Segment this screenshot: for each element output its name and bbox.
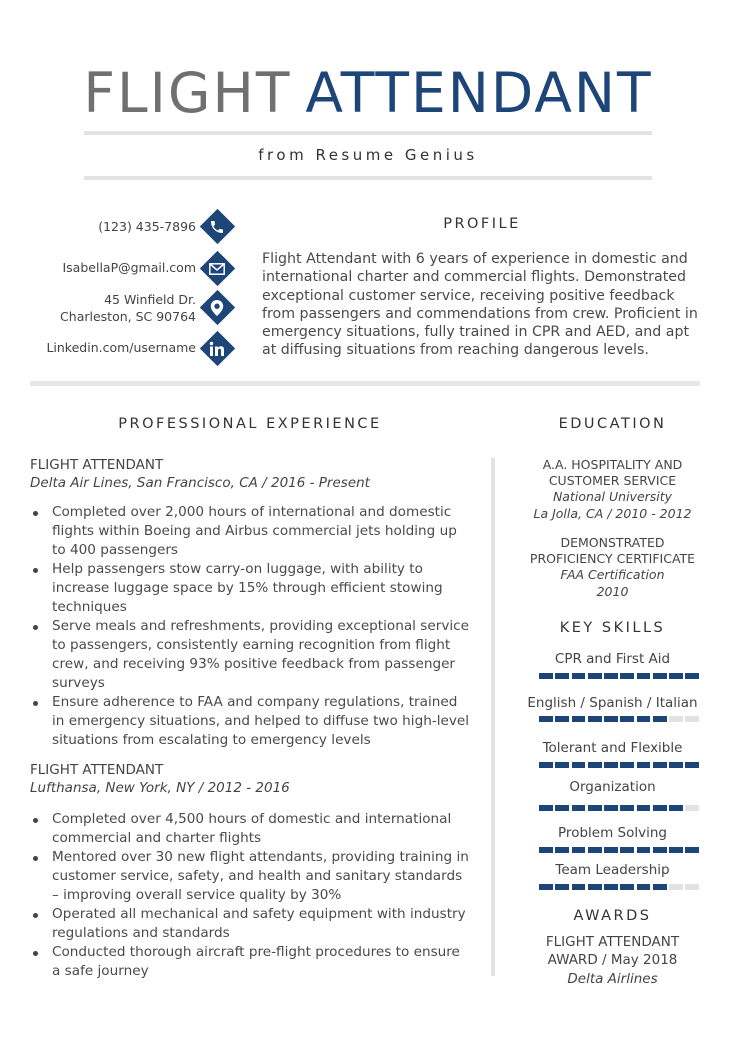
linkedin-icon [203,335,231,363]
skill-segment-filled [653,762,667,768]
bullet-dot [33,625,38,630]
title-second-word: ATTENDANT [305,61,653,125]
skill-segment-filled [669,673,683,679]
education-location: 2010 [596,583,629,599]
bullet-text: Serve meals and refreshments, providing exceptional service to passengers, consistently earning recognition from flight crew, and receiving 93% positive feedback from passenger surveys [52,618,469,691]
bullet-text: Help passengers stow carry-on luggage, with ability to increase luggage space by 15% through efficient stowing techniques [52,561,443,615]
award-issuer: Delta Airlines [567,970,658,987]
list-item [30,560,470,617]
job-title: FLIGHT ATTENDANT [30,762,164,778]
list-item [30,810,470,848]
bullet-dot [33,701,38,706]
skill-segment-filled [620,805,634,811]
bullet-text: Completed over 4,500 hours of domestic and international commercial and charter flights [52,811,452,846]
skill-segment-filled [653,805,667,811]
column-divider [491,458,495,976]
skill-segment-filled [637,716,651,722]
skill-segment-filled [588,805,602,811]
resume-subtitle: from Resume Genius [258,146,478,164]
job-subtitle: Delta Air Lines, San Francisco, CA / 2016 - Present [30,475,370,491]
header-rule-bottom [84,176,652,180]
skill-segment-filled [539,716,553,722]
profile-text: Flight Attendant with 6 years of experience in domestic and international charter and commercial flights. Demonstrated exceptional customer service, receiving positive feedback from passengers and commendations from crew. Proficient in emergency situations, fully trained in CPR and AED, and apt at diffusing situations from reaching dangerous levels. [262,251,698,359]
bullet-dot [33,951,38,956]
job-bullets [30,810,470,981]
skill-segment-filled [588,762,602,768]
skill-segment-filled [620,847,634,853]
skill-label: Tolerant and Flexible [542,740,683,756]
bullet-text: Mentored over 30 new flight attendants, providing training in customer service, safety, and health and sanitary standards – improving overall service quality by 30% [52,849,469,903]
award-entry [505,933,720,988]
skill-segment-filled [637,805,651,811]
education-entry [505,535,720,600]
skill-segment-filled [653,673,667,679]
skill-segment-filled [572,805,586,811]
skill-segment-filled [637,673,651,679]
skill-segment-filled [555,762,569,768]
contact-address [14,291,254,327]
skill-segment-filled [555,805,569,811]
award-title: FLIGHT ATTENDANT [545,934,680,950]
skill-bar [539,673,699,679]
skill-label: English / Spanish / Italian [527,695,698,711]
header-rule-top [84,131,652,135]
skill-segment-empty [685,716,699,722]
contact-linkedin [14,339,254,375]
skills-heading: KEY SKILLS [559,620,666,636]
skill-segment-filled [588,847,602,853]
awards-heading: AWARDS [573,908,652,924]
award-date: AWARD / May 2018 [547,952,678,969]
list-item [30,617,470,693]
skill-segment-filled [572,884,586,890]
list-item [30,848,470,905]
skill-segment-filled [669,805,683,811]
skill-label: Team Leadership [555,862,670,878]
resume-title [0,58,736,128]
profile-heading: PROFILE [443,216,521,232]
bullet-text: Completed over 2,000 hours of international and domestic flights within Boeing and Airbus commercial jets holding up to 400 passengers [52,504,457,558]
skill-bar [539,805,699,811]
skill-segment-filled [539,884,553,890]
skill-segment-filled [588,716,602,722]
skill-segment-filled [685,762,699,768]
title-first-word: FLIGHT [83,61,292,125]
list-item [30,503,470,560]
education-entry [505,457,720,522]
job-bullets [30,503,470,750]
section-divider [30,381,700,386]
list-item [30,693,470,750]
contact-phone-text: (123) 435-7896 [98,219,196,234]
skill-segment-filled [572,762,586,768]
bullet-dot [33,511,38,516]
skill-label: Problem Solving [558,825,667,841]
skill-segment-filled [539,762,553,768]
bullet-dot [33,856,38,861]
skill-segment-filled [685,847,699,853]
education-heading: EDUCATION [558,416,667,432]
skill-segment-filled [620,762,634,768]
skill-segment-filled [653,884,667,890]
skill-segment-filled [555,673,569,679]
skill-bar [539,716,699,722]
skill-segment-filled [572,847,586,853]
education-degree-line: PROFICIENCY CERTIFICATE [529,551,696,567]
skill-segment-filled [620,884,634,890]
skill-segment-filled [653,716,667,722]
skill-segment-filled [653,847,667,853]
job-title: FLIGHT ATTENDANT [30,457,164,473]
education-school: FAA Certification [560,567,665,583]
contact-address-text: 45 Winfield Dr. Charleston, SC 90764 [60,292,196,324]
skill-segment-filled [604,805,618,811]
skill-segment-filled [604,716,618,722]
skill-label: Organization [569,779,656,795]
skill-segment-filled [637,847,651,853]
list-item [30,943,470,981]
skill-segment-filled [555,716,569,722]
skill-segment-filled [555,847,569,853]
skill-segment-empty [669,716,683,722]
skill-bar [539,847,699,853]
skill-segment-empty [685,884,699,890]
contact-phone [14,218,254,254]
bullet-text: Conducted thorough aircraft pre-flight procedures to ensure a safe journey [52,944,460,979]
skill-bar [539,762,699,768]
education-location: La Jolla, CA / 2010 - 2012 [533,505,692,521]
skill-bar [539,884,699,890]
skill-segment-filled [555,884,569,890]
contact-email-text: IsabellaP@gmail.com [62,260,196,275]
phone-icon [203,213,231,241]
skill-segment-filled [539,673,553,679]
education-degree-line: A.A. HOSPITALITY AND [542,457,683,472]
bullet-text: Operated all mechanical and safety equipment with industry regulations and standards [52,906,466,941]
skill-segment-filled [588,884,602,890]
skill-segment-filled [572,716,586,722]
skill-label: CPR and First Aid [554,651,671,667]
skill-segment-filled [604,847,618,853]
bullet-dot [33,913,38,918]
job-subtitle: Lufthansa, New York, NY / 2012 - 2016 [30,780,290,796]
education-degree-line: DEMONSTRATED [560,535,665,550]
skill-segment-filled [685,673,699,679]
skill-segment-filled [637,884,651,890]
bullet-dot [33,568,38,573]
skill-segment-filled [539,805,553,811]
bullet-dot [33,818,38,823]
skill-segment-filled [572,673,586,679]
skill-segment-filled [620,716,634,722]
location-pin-icon [203,294,231,322]
bullet-text: Ensure adherence to FAA and company regulations, trained in emergency situations, and helped to diffuse two high-level situations from escalating to emergency levels [52,694,470,748]
skill-segment-filled [669,762,683,768]
skill-segment-filled [604,884,618,890]
skill-segment-filled [604,673,618,679]
skill-segment-filled [588,673,602,679]
skill-segment-empty [669,884,683,890]
education-degree-line: CUSTOMER SERVICE [548,473,677,489]
skill-segment-filled [604,762,618,768]
skill-segment-filled [637,762,651,768]
skill-segment-filled [669,847,683,853]
skill-segment-empty [685,805,699,811]
list-item [30,905,470,943]
experience-heading: PROFESSIONAL EXPERIENCE [118,416,382,432]
envelope-icon [203,255,231,283]
skill-segment-filled [539,847,553,853]
skill-segment-filled [620,673,634,679]
contact-linkedin-text: Linkedin.com/username [46,340,196,355]
education-school: National University [552,489,673,505]
